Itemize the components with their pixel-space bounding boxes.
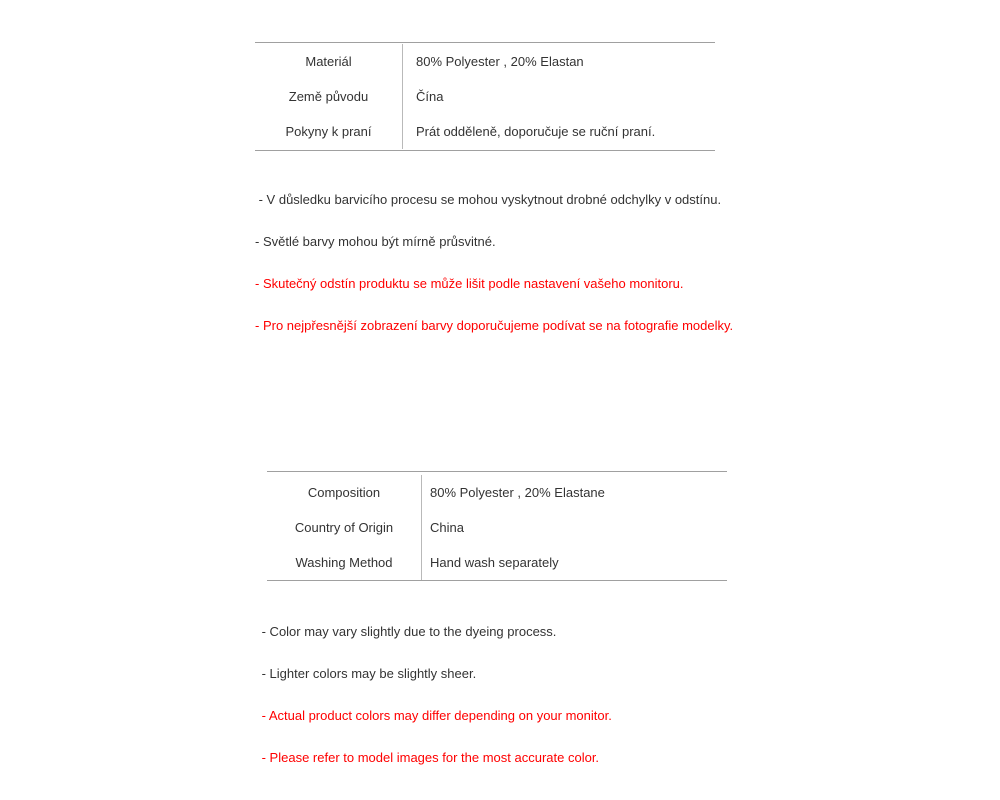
spec-value-composition: 80% Polyester , 20% Elastane bbox=[430, 485, 605, 500]
product-spec-table-czech bbox=[255, 42, 715, 151]
note-model-photos: - Pro nejpřesnější zobrazení barvy doporučujeme podívat se na fotografie modelky. bbox=[255, 318, 734, 333]
table-row bbox=[267, 510, 727, 545]
spec-value-washing-instructions: Prát odděleně, doporučuje se ruční praní. bbox=[416, 124, 656, 139]
spec-value-country-of-origin: China bbox=[430, 520, 464, 535]
note-sheer-colors: - Lighter colors may be slightly sheer. bbox=[258, 666, 477, 681]
table-row bbox=[267, 545, 727, 580]
note-monitor-warning: - Skutečný odstín produktu se může lišit podle nastavení vašeho monitoru. bbox=[255, 276, 684, 291]
note-model-photos: - Please refer to model images for the most accurate color. bbox=[258, 750, 600, 765]
spec-value-washing-method: Hand wash separately bbox=[430, 555, 559, 570]
product-notes-english bbox=[258, 624, 612, 792]
spec-label-country-of-origin: Země původu bbox=[255, 79, 403, 114]
table-row bbox=[267, 475, 727, 510]
note-dye-variation: - Color may vary slightly due to the dyeing process. bbox=[258, 624, 557, 639]
spec-label-composition: Composition bbox=[267, 475, 422, 510]
product-spec-table-english bbox=[267, 471, 727, 581]
product-notes-czech bbox=[255, 192, 733, 360]
spec-value-country-of-origin: Čína bbox=[416, 89, 444, 104]
table-row bbox=[255, 79, 715, 114]
spec-label-material: Materiál bbox=[255, 44, 403, 79]
note-sheer-colors: - Světlé barvy mohou být mírně průsvitné. bbox=[255, 234, 496, 249]
table-row bbox=[255, 114, 715, 149]
note-monitor-warning: - Actual product colors may differ depending on your monitor. bbox=[258, 708, 612, 723]
spec-label-country-of-origin: Country of Origin bbox=[267, 510, 422, 545]
table-row bbox=[255, 44, 715, 79]
spec-value-material: 80% Polyester , 20% Elastan bbox=[416, 54, 584, 69]
spec-label-washing-instructions: Pokyny k praní bbox=[255, 114, 403, 149]
spec-label-washing-method: Washing Method bbox=[267, 545, 422, 580]
note-dye-variation: - V důsledku barvicího procesu se mohou vyskytnout drobné odchylky v odstínu. bbox=[255, 192, 722, 207]
